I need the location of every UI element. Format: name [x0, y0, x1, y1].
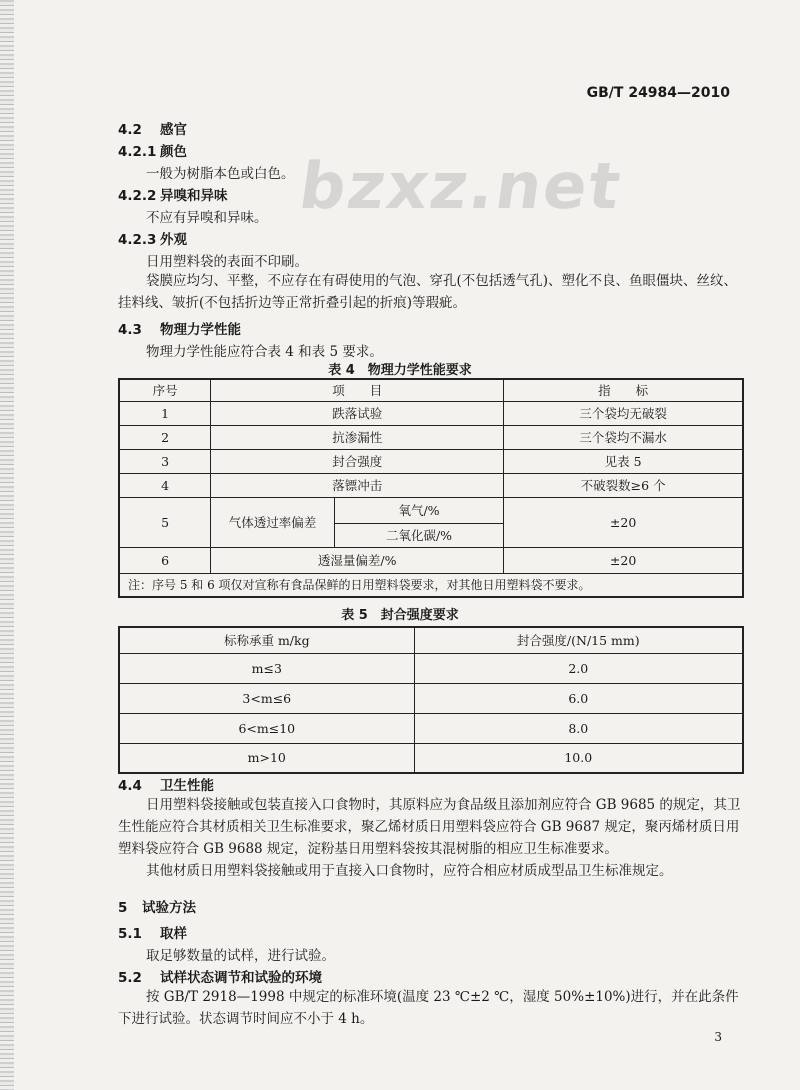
section-4-2-1-heading: 4.2.1 颜色 [118, 144, 187, 160]
table4-cell: 封合强度 [211, 449, 504, 473]
watermark: bzxz.net [294, 150, 627, 224]
table4-cell: 1 [119, 401, 211, 425]
table4-cell: 4 [119, 473, 211, 497]
table5-cell: 2.0 [414, 653, 743, 683]
scan-edge [0, 0, 14, 1090]
table4-cell: 二氧化碳/% [334, 523, 503, 547]
table5-cell: 10.0 [414, 743, 743, 773]
table4-note: 注：序号 5 和 6 项仅对宣称有食品保鲜的日用塑料袋要求，对其他日用塑料袋不要求。 [119, 573, 743, 597]
standard-number: GB/T 24984—2010 [586, 85, 730, 101]
table5-header-load: 标称承重 m/kg [119, 627, 414, 653]
section-4-2-2-body: 不应有异嗅和异味。 [146, 210, 268, 226]
table4-header-item: 项 目 [211, 379, 504, 401]
section-4-4-body2: 其他材质日用塑料袋接触或用于直接入口食物时，应符合相应材质成型品卫生标准规定。 [146, 863, 673, 879]
table5-caption: 表 5 封合强度要求 [341, 608, 459, 623]
table-row [119, 401, 743, 425]
section-4-2-1-body: 一般为树脂本色或白色。 [146, 166, 295, 182]
table-row [119, 547, 743, 573]
table5-cell: 6.0 [414, 683, 743, 713]
table4-cell: ±20 [504, 497, 743, 547]
table4-cell: ±20 [504, 547, 743, 573]
section-4-2-2-heading: 4.2.2 异嗅和异味 [118, 188, 228, 204]
table4-cell: 见表 5 [504, 449, 743, 473]
section-4-2-heading: 4.2 感官 [118, 122, 187, 138]
table5-header-strength: 封合强度/(N/15 mm) [414, 627, 743, 653]
section-4-3-heading: 4.3 物理力学性能 [118, 322, 241, 338]
table4 [118, 378, 744, 598]
table-row [119, 713, 743, 743]
table4-header-no: 序号 [119, 379, 211, 401]
table4-cell: 6 [119, 547, 211, 573]
table4-cell: 三个袋均不漏水 [504, 425, 743, 449]
table4-header-index: 指 标 [504, 379, 743, 401]
table-row [119, 473, 743, 497]
section-4-4-body1: 日用塑料袋接触或包装直接入口食物时，其原料应为食品级且添加剂应符合 GB 9685 的规定，其卫生性能应符合其材质相关卫生标准要求，聚乙烯材质日用塑料袋应符合 GB 9687 规定，聚丙烯材质日用塑料袋应符合 GB 9688 规定，淀粉基日用塑料袋按其混树脂的相应卫生标准要求。 [118, 797, 741, 857]
section-5-2-body: 按 GB/T 2918—1998 中规定的标准环境(温度 23 ℃±2 ℃，湿度 50%±10%)进行，并在此条件下进行试验。状态调节时间应不小于 4 h。 [118, 989, 739, 1027]
table5-cell: m>10 [119, 743, 414, 773]
table4-cell: 落镖冲击 [211, 473, 504, 497]
table5-cell: m≤3 [119, 653, 414, 683]
table-row [119, 425, 743, 449]
section-4-2-3-heading: 4.2.3 外观 [118, 232, 187, 248]
section-5-1-body: 取足够数量的试样，进行试验。 [146, 948, 335, 964]
table5-cell: 8.0 [414, 713, 743, 743]
table-row [119, 449, 743, 473]
table5-cell: 3<m≤6 [119, 683, 414, 713]
table4-cell: 不破裂数≥6 个 [504, 473, 743, 497]
page-number: 3 [714, 1030, 722, 1044]
table4-cell: 5 [119, 497, 211, 547]
table5-cell: 6<m≤10 [119, 713, 414, 743]
table4-cell: 三个袋均无破裂 [504, 401, 743, 425]
section-4-3-body: 物理力学性能应符合表 4 和表 5 要求。 [146, 344, 383, 360]
table4-cell: 氧气/% [334, 497, 503, 523]
table4-cell: 气体透过率偏差 [211, 497, 335, 547]
table4-caption: 表 4 物理力学性能要求 [328, 363, 472, 378]
table-row [119, 743, 743, 773]
section-5-2-heading: 5.2 试样状态调节和试验的环境 [118, 970, 322, 986]
section-5-1-heading: 5.1 取样 [118, 926, 187, 942]
table4-cell: 2 [119, 425, 211, 449]
table4-cell: 透湿量偏差/% [211, 547, 504, 573]
table4-cell: 3 [119, 449, 211, 473]
section-4-4-heading: 4.4 卫生性能 [118, 778, 214, 794]
table-row [119, 683, 743, 713]
section-4-2-3-body1: 日用塑料袋的表面不印刷。 [146, 254, 308, 270]
table-row [119, 653, 743, 683]
table5 [118, 626, 744, 774]
table-row [119, 497, 743, 523]
table4-cell: 跌落试验 [211, 401, 504, 425]
section-4-2-3-body2: 袋膜应均匀、平整，不应存在有碍使用的气泡、穿孔(不包括透气孔)、塑化不良、鱼眼僵块、丝纹、挂料线、皱折(不包括折边等正常折叠引起的折痕)等瑕疵。 [118, 273, 738, 311]
section-5-heading: 5 试验方法 [118, 900, 196, 916]
table4-cell: 抗渗漏性 [211, 425, 504, 449]
